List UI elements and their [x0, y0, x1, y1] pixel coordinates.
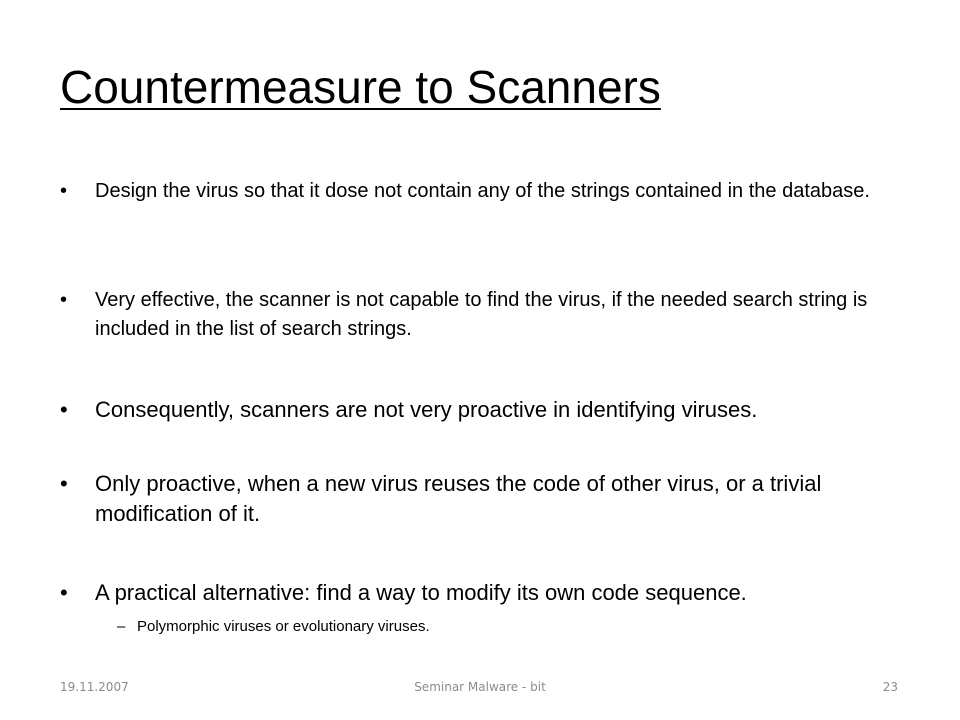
bullet-glyph: •: [60, 289, 68, 311]
bullet-text: Design the virus so that it dose not contain any of the strings contained in the database.: [95, 180, 870, 202]
sub-bullet-glyph: –: [117, 618, 126, 635]
bullet-item: [60, 286, 920, 344]
footer-date: 19.11.2007: [60, 680, 129, 694]
slide-title: Countermeasure to Scanners: [60, 61, 661, 113]
bullet-item: [60, 578, 920, 608]
bullet-glyph: •: [60, 471, 68, 496]
bullet-glyph: •: [60, 397, 68, 422]
bullet-text: Consequently, scanners are not very proactive in identifying viruses.: [95, 397, 758, 422]
footer-title: Seminar Malware - bit: [414, 680, 546, 694]
bullet-item: [60, 395, 920, 425]
bullet-item: [60, 469, 920, 529]
sub-bullet-item: [117, 617, 430, 637]
bullet-glyph: •: [60, 180, 68, 202]
bullet-text: A practical alternative: find a way to modify its own code sequence.: [95, 580, 747, 605]
bullet-item: [60, 177, 920, 206]
page-number: 23: [882, 680, 898, 694]
bullet-text: Very effective, the scanner is not capable to find the virus, if the needed search string is included in the list of search strings.: [95, 289, 868, 340]
sub-bullet-text: Polymorphic viruses or evolutionary viruses.: [137, 618, 430, 635]
bullet-glyph: •: [60, 580, 68, 605]
bullet-text: Only proactive, when a new virus reuses the code of other virus, or a trivial modification of it.: [95, 471, 822, 526]
